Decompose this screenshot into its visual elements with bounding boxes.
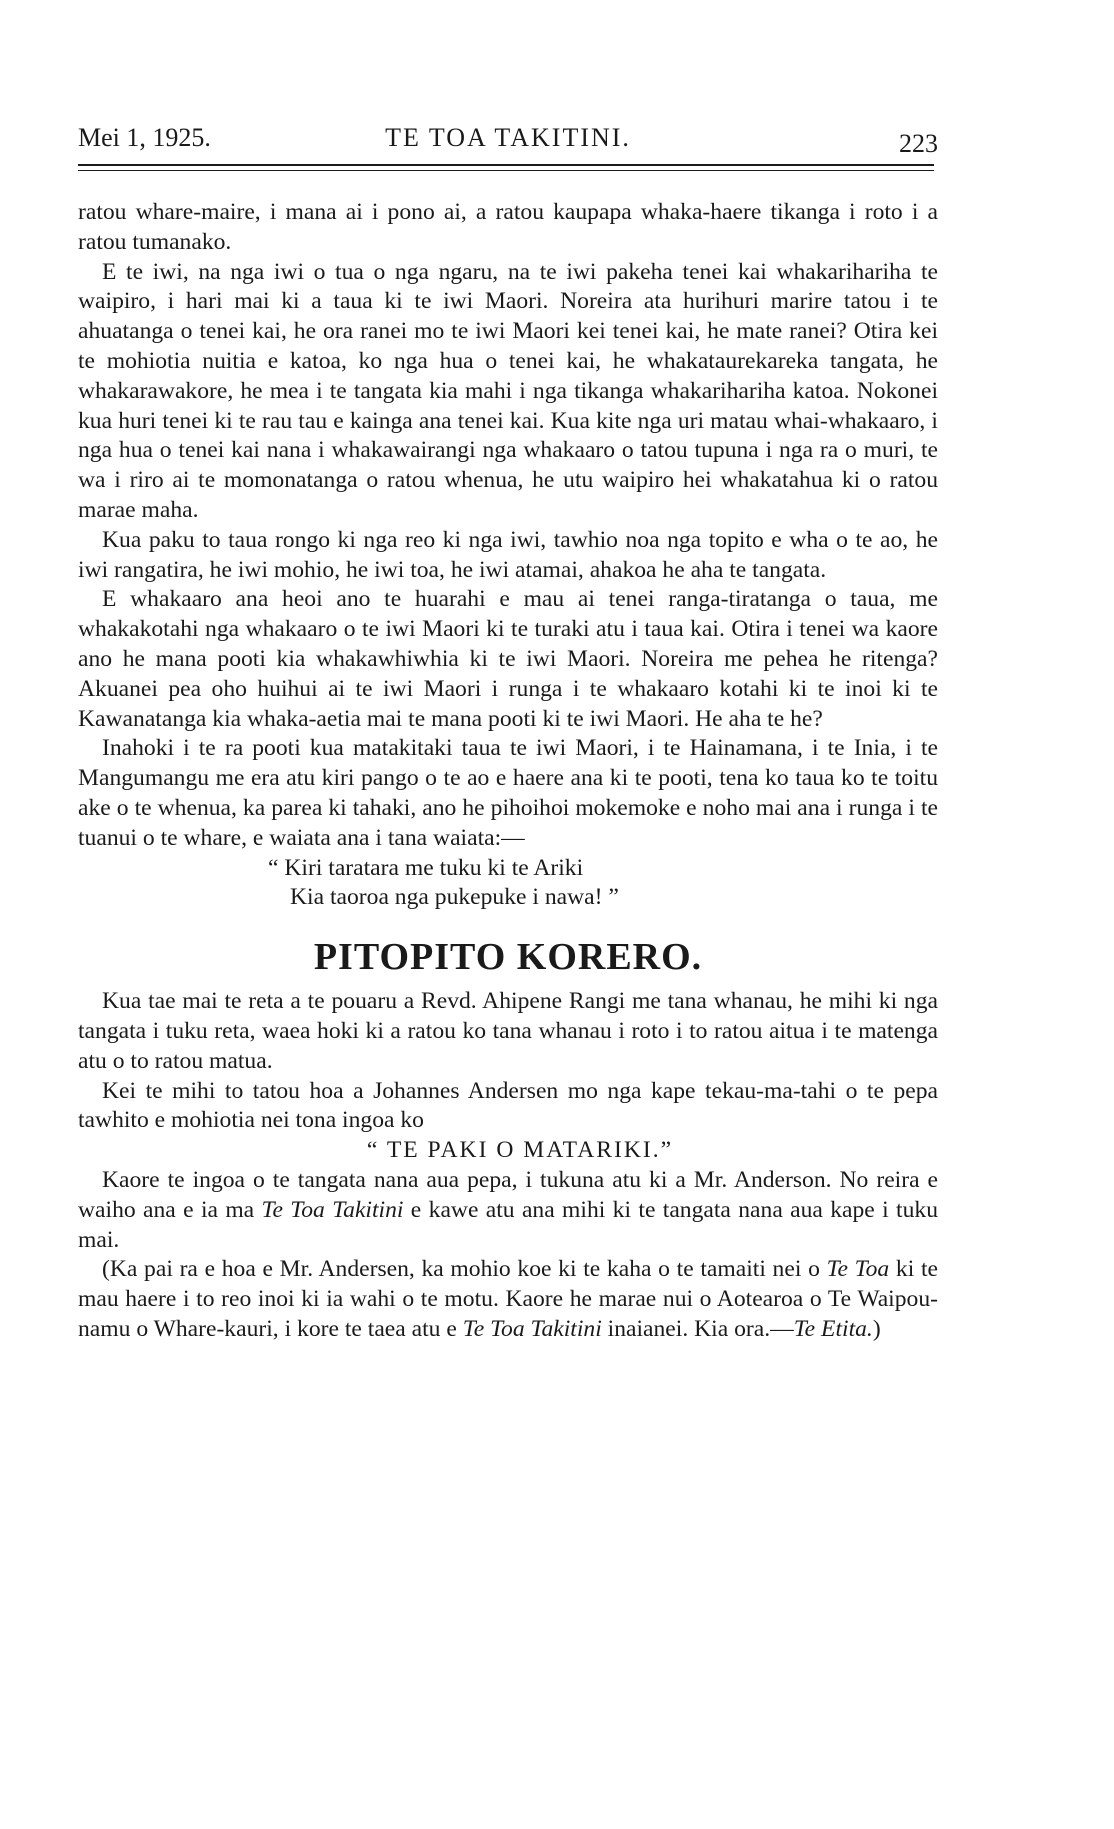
poem-verse [268, 854, 938, 914]
text-run: (Ka pai ra e hoa e Mr. Andersen, ka mohio koe ki te kaha o te tamaiti nei o [102, 1256, 827, 1283]
paragraph: Kua paku to taua rongo ki nga reo ki nga iwi, tawhio noa nga topito e wha o te ao, he iwi rangatira, he iwi mohio, he iwi toa, he iwi atamai, ahakoa he aha te tangata. [78, 526, 938, 583]
italic-run: Te Toa [826, 1256, 890, 1283]
paragraph: Kei te mihi to tatou hoa a Johannes Andersen mo nga kape tekau-ma-tahi o te pepa tawhito e mohiotia nei tona ingoa ko [78, 1077, 938, 1134]
paragraph: Inahoki i te ra pooti kua matakitaki taua te iwi Maori, i te Hainamana, i te Inia, i te Mangumangu me era atu kiri pango o te ao e haere ana ki te pooti, tena ko taua ko te toitu ake o te whenua, ka parea ki tahaki, ano he pihoihoi mokemoke e noho mai ana i runga i te tuanui o te whare, e waiata ana i tana waiata:— [78, 735, 938, 851]
text-run: inaianei. Kia ora.— [601, 1315, 794, 1342]
paragraph: ratou whare-maire, i mana ai i pono ai, a ratou kaupapa whaka-haere tikanga i roto i a ratou tumanako. [78, 199, 938, 255]
article-body [78, 198, 938, 1345]
paragraph: Kua tae mai te reta a te pouaru a Revd. Ahipene Rangi me tana whanau, he mihi ki nga tangata i tuku reta, waea hoki ki a ratou ko tana whanau i roto i to ratou aitua i te matenga atu o to ratou matua. [78, 988, 938, 1074]
header-rule-thin [78, 170, 934, 171]
text-run: Kaore te ingoa o te tangata nana aua pepa, i tukuna atu ki a Mr. Anderson. No reira e waiho ana e ia ma [78, 1166, 938, 1223]
poem-line: Kia taoroa nga pukepuke i nawa! ” [290, 884, 619, 911]
italic-run: Te Toa Takitini [462, 1315, 602, 1342]
header-rule [78, 164, 934, 166]
section-heading: PITOPITO KORERO. [313, 936, 703, 979]
text-run: ki te mau haere i to reo inoi ki ia wahi o te motu. Kaore he marae nui o Aotearoa o Te Waipou-namu o Whare-kauri, i kore te taea atu e [78, 1256, 938, 1342]
paragraph: E whakaaro ana heoi ano te huarahi e mau ai tenei ranga-tiratanga o taua, me whakakotahi nga whakaaro o te iwi Maori ki te turaki atu i taua kai. Otira i tenei wa kaore ano he mana pooti kia whakawhiwhia ki te iwi Maori. Noreira me pehea he ritenga? Akuanei pea oho huihui ai te iwi Maori i runga i te whakaaro kotahi ki te inoi ki te Kawanatanga kia whaka-aetia mai te mana pooti ki te iwi Maori. He aha te he? [78, 586, 938, 732]
paragraph: E te iwi, na nga iwi o tua o nga ngaru, na te iwi pakeha tenei kai whakarihariha te waipiro, i hari mai ki a taua ki te iwi Maori. Noreira ata hurihuri marire tatou i te ahuatanga o tenei kai, he ora ranei mo te iwi Maori kei tenei kai, he mate ranei? Otira kei te mohiotia nuitia e katoa, ko nga hua o tenei kai, he whakataurekareka tangata, he whakarawakore, he mea i te tangata kia mahi i nga tikanga whakarihariha katoa. Nokonei kua huri tenei ki te rau tau e kainga ana tenei kai. Kua kite nga uri matau whai-whakaaro, i nga hua o tenei kai nana i whakawairangi nga whakaaro o tatou tupuna i nga ra o muri, te wa i riro ai te momonatanga o ratou whenua, he utu waipiro hei whakatahua ki o ratou marae maha. [78, 258, 938, 523]
paragraph [78, 1166, 938, 1255]
text-run: e kawe atu ana mihi ki te tangata nana aua kape i tuku mai. [78, 1196, 938, 1253]
issue-date: Mei 1, 1925. [78, 123, 211, 152]
italic-run: Te Toa Takitini [261, 1196, 404, 1223]
page-number: 223 [899, 129, 938, 158]
text-run: ) [872, 1315, 881, 1342]
paragraph [78, 1255, 938, 1344]
centered-title: “ TE PAKI O MATARIKI.” [366, 1137, 674, 1164]
publication-title: TE TOA TAKITINI. [385, 123, 631, 152]
page-header [78, 118, 938, 158]
poem-line: “ Kiri taratara me tuku ki te Ariki [268, 854, 584, 881]
italic-run: Te Etita. [793, 1315, 873, 1342]
